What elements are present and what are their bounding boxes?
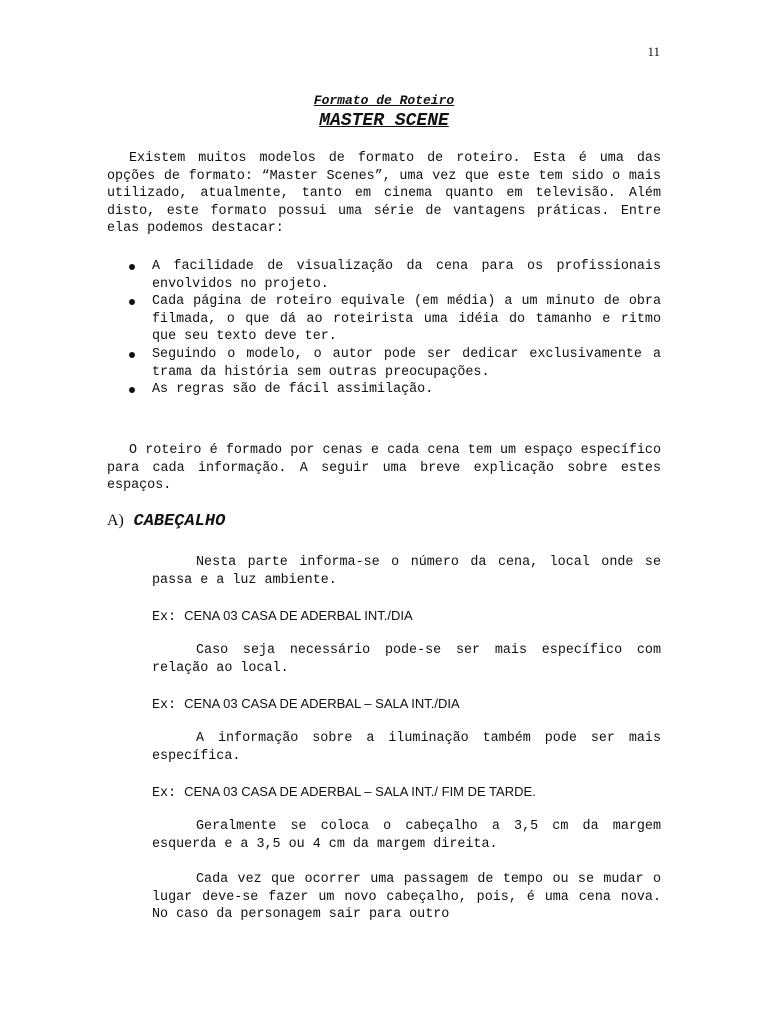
example-prefix: Ex: [152, 698, 185, 713]
title-block [0, 92, 768, 132]
intro-paragraph: Existem muitos modelos de formato de roteiro. Esta é uma das opções de formato: “Master Scenes”, uma vez que este tem sido o mais utilizado, atualmente, tanto em cinema quanto em televisão. Além disto, este formato possui uma série de vantagens práticas. Entre elas podemos destacar: [107, 151, 661, 237]
bullet-icon [129, 387, 135, 393]
header-paragraph-1: Nesta parte informa-se o número da cena, local onde se passa e a luz ambiente. [152, 555, 661, 588]
bullet-icon [129, 352, 135, 358]
list-item [128, 293, 661, 346]
header-paragraph-2: Caso seja necessário pode-se ser mais específico com relação ao local. [152, 643, 661, 676]
page-number: 11 [647, 44, 660, 59]
list-item [128, 346, 661, 381]
document-title: MASTER SCENE [319, 111, 449, 131]
example-text: CENA 03 CASA DE ADERBAL – SALA INT./DIA [184, 696, 460, 711]
list-item-text: Cada página de roteiro equivale (em média) a um minuto de obra filmada, o que dá ao roteirista uma idéia do tamanho e ritmo que seu texto deve ter. [152, 294, 661, 345]
list-item [128, 258, 661, 293]
list-item-text: Seguindo o modelo, o autor pode ser dedicar exclusivamente a trama da história sem outras preocupações. [152, 346, 661, 380]
example-3 [152, 783, 661, 803]
header-paragraph-3: A informação sobre a iluminação também pode ser mais específica. [152, 731, 661, 764]
list-item-text: As regras são de fácil assimilação. [152, 382, 434, 398]
header-paragraph-5: Cada vez que ocorrer uma passagem de tempo ou se mudar o lugar deve-se fazer um novo cabeçalho, pois, é uma cena nova. No caso da personagem sair para outro [152, 872, 661, 923]
example-text: CENA 03 CASA DE ADERBAL INT./DIA [184, 608, 413, 623]
section-heading [107, 512, 225, 531]
header-paragraph-4: Geralmente se coloca o cabeçalho a 3,5 cm da margem esquerda e a 3,5 ou 4 cm da margem direita. [152, 819, 661, 852]
advantages-list [128, 258, 661, 399]
list-item-text: A facilidade de visualização da cena para os profissionais envolvidos no projeto. [152, 259, 661, 292]
section-title: CABEÇALHO [133, 512, 226, 531]
list-item [128, 381, 661, 399]
bullet-icon [129, 299, 135, 305]
example-1 [152, 607, 661, 627]
example-2 [152, 695, 661, 715]
scenes-paragraph: O roteiro é formado por cenas e cada cena tem um espaço específico para cada informação. A seguir uma breve explicação sobre estes espaços. [107, 443, 661, 494]
bullet-icon [129, 264, 135, 270]
example-prefix: Ex: [152, 786, 185, 801]
example-prefix: Ex: [152, 610, 185, 625]
document-subtitle: Formato de Roteiro [313, 93, 455, 108]
section-letter: A) [107, 512, 124, 529]
example-text: CENA 03 CASA DE ADERBAL – SALA INT./ FIM DE TARDE. [184, 784, 536, 799]
